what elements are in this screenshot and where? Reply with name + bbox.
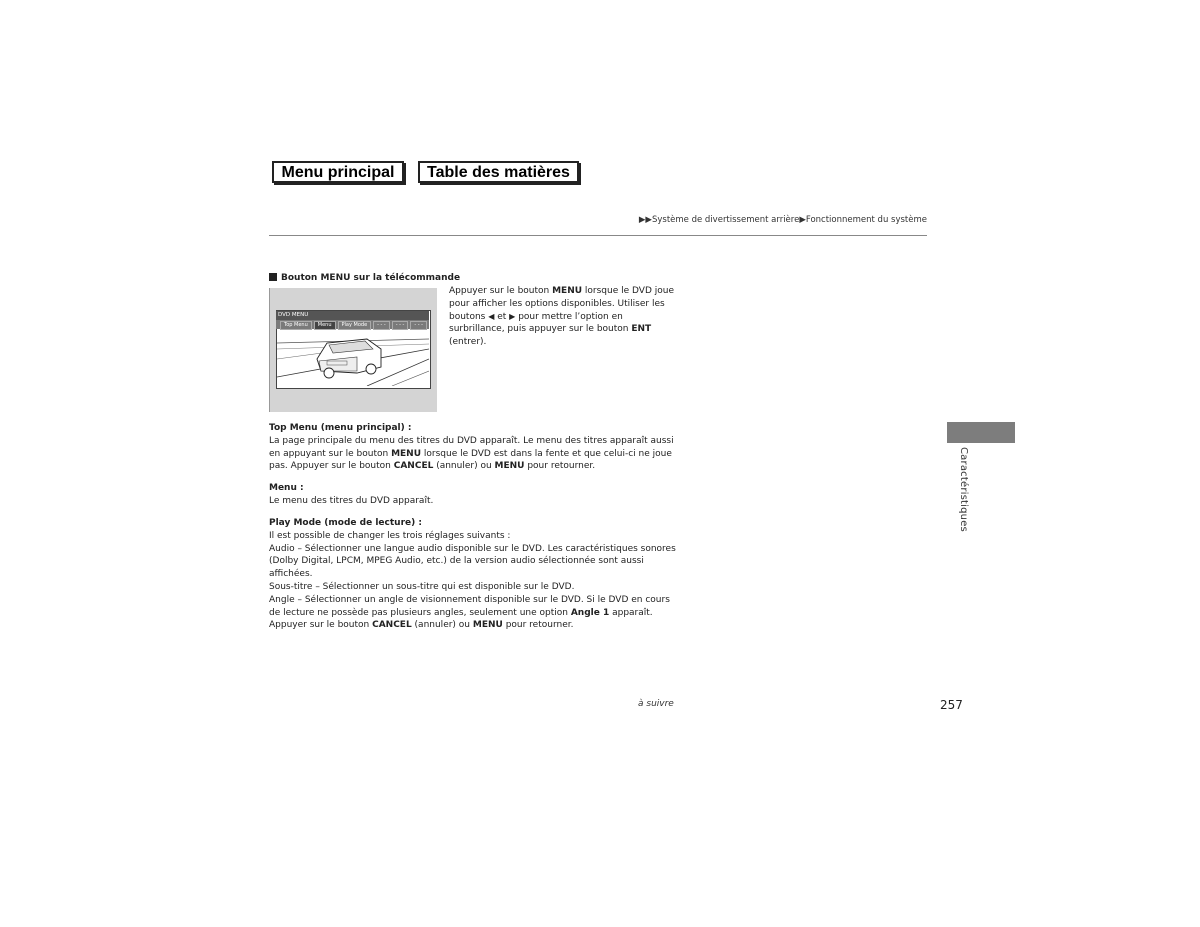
- car-road-drawing: [277, 329, 429, 386]
- top-menu-bold-3: MENU: [494, 461, 525, 472]
- left-arrow-icon: ◀: [488, 311, 495, 321]
- play-mode-subtitle: Sous-titre – Sélectionner un sous-titre qui est disponible sur le DVD.: [269, 581, 575, 592]
- breadcrumb-part-2: Fonctionnement du système: [805, 215, 927, 225]
- angle-text-3: (annuler) ou: [411, 620, 473, 631]
- chapter-tab[interactable]: [947, 422, 1015, 443]
- menu-heading: Menu :: [269, 483, 304, 493]
- dvd-tab-blank-1: - - -: [373, 321, 390, 330]
- arrow-icon: ▶: [799, 215, 806, 225]
- dvd-menu-title: DVD MENU: [276, 311, 429, 320]
- top-menu-text-4: pour retourner.: [524, 461, 596, 472]
- menu-text: Le menu des titres du DVD apparaît.: [269, 495, 434, 506]
- square-bullet-icon: [269, 273, 277, 281]
- play-mode-section: [269, 517, 679, 632]
- dvd-tab-blank-3: - - -: [410, 321, 427, 330]
- intro-text-1: Appuyer sur le bouton: [449, 286, 553, 296]
- breadcrumb-part-1: Système de divertissement arrière: [651, 215, 800, 225]
- intro-text-5: (entrer).: [449, 337, 487, 348]
- play-mode-line-1: Il est possible de changer les trois réglages suivants :: [269, 530, 511, 541]
- play-mode-heading: Play Mode (mode de lecture) :: [269, 518, 422, 528]
- header-divider: [269, 235, 927, 236]
- top-menu-heading: Top Menu (menu principal) :: [269, 423, 412, 433]
- menu-section: [269, 482, 679, 508]
- table-of-contents-button[interactable]: Table des matières: [418, 161, 579, 183]
- double-arrow-icon: ▶▶: [638, 215, 652, 225]
- top-menu-text-2: lorsque le DVD est dans la fente et que celui-ci ne joue pas. Appuyer sur le bouton: [269, 448, 672, 472]
- intro-bold-ent: ENT: [631, 324, 652, 335]
- dvd-tab-play-mode: Play Mode: [338, 321, 372, 330]
- dvd-menu-illustration: [269, 288, 437, 412]
- main-menu-button[interactable]: Menu principal: [272, 161, 404, 183]
- section-title: [269, 273, 460, 283]
- top-menu-text-1: La page principale du menu des titres du DVD apparaît. Le menu des titres apparaît aussi en appuyant sur le bouton: [269, 435, 674, 459]
- angle-bold-2: CANCEL: [372, 620, 412, 631]
- angle-bold-3: MENU: [472, 620, 503, 631]
- dvd-menu-tabs: [276, 320, 429, 329]
- top-menu-text: [269, 435, 679, 473]
- angle-text-4: pour retourner.: [502, 620, 574, 631]
- continued-note: à suivre: [638, 699, 674, 709]
- angle-text-2: apparaît. Appuyer sur le bouton: [269, 607, 653, 631]
- dvd-tab-menu: Menu: [314, 321, 336, 330]
- angle-text-1: Angle – Sélectionner un angle de visionnement disponible sur le DVD. Si le DVD en cours de lecture ne possède pas plusieurs angles, seulement une option: [269, 594, 670, 618]
- top-menu-section: [269, 422, 679, 473]
- right-arrow-icon: ▶: [509, 311, 516, 321]
- intro-text-2: lorsque le DVD joue pour afficher les options disponibles. Utiliser les boutons: [449, 286, 674, 322]
- top-menu-bold-2: CANCEL: [393, 461, 434, 472]
- play-mode-angle: [269, 594, 679, 632]
- breadcrumb: [639, 215, 927, 225]
- chapter-label: Caractéristiques: [958, 447, 969, 532]
- section-title-text: Bouton MENU sur la télécommande: [281, 273, 461, 283]
- dvd-tab-blank-2: - - -: [392, 321, 409, 330]
- intro-text-3: et: [494, 311, 510, 322]
- play-mode-audio: Audio – Sélectionner une langue audio disponible sur le DVD. Les caractéristiques sonores (Dolby Digital, LPCM, MPEG Audio, etc.) de la version audio sélectionnée sont aussi affichées.: [269, 543, 676, 580]
- intro-paragraph: [449, 285, 674, 349]
- top-menu-text-3: (annuler) ou: [433, 461, 495, 472]
- dvd-tab-top-menu: Top Menu: [280, 321, 312, 330]
- angle-bold-1: Angle 1: [570, 607, 610, 618]
- page-number: 257: [940, 698, 963, 712]
- intro-bold-menu: MENU: [552, 286, 583, 296]
- intro-text-4: pour mettre l’option en surbrillance, puis appuyer sur le bouton: [449, 311, 632, 335]
- top-menu-bold-1: MENU: [391, 448, 422, 459]
